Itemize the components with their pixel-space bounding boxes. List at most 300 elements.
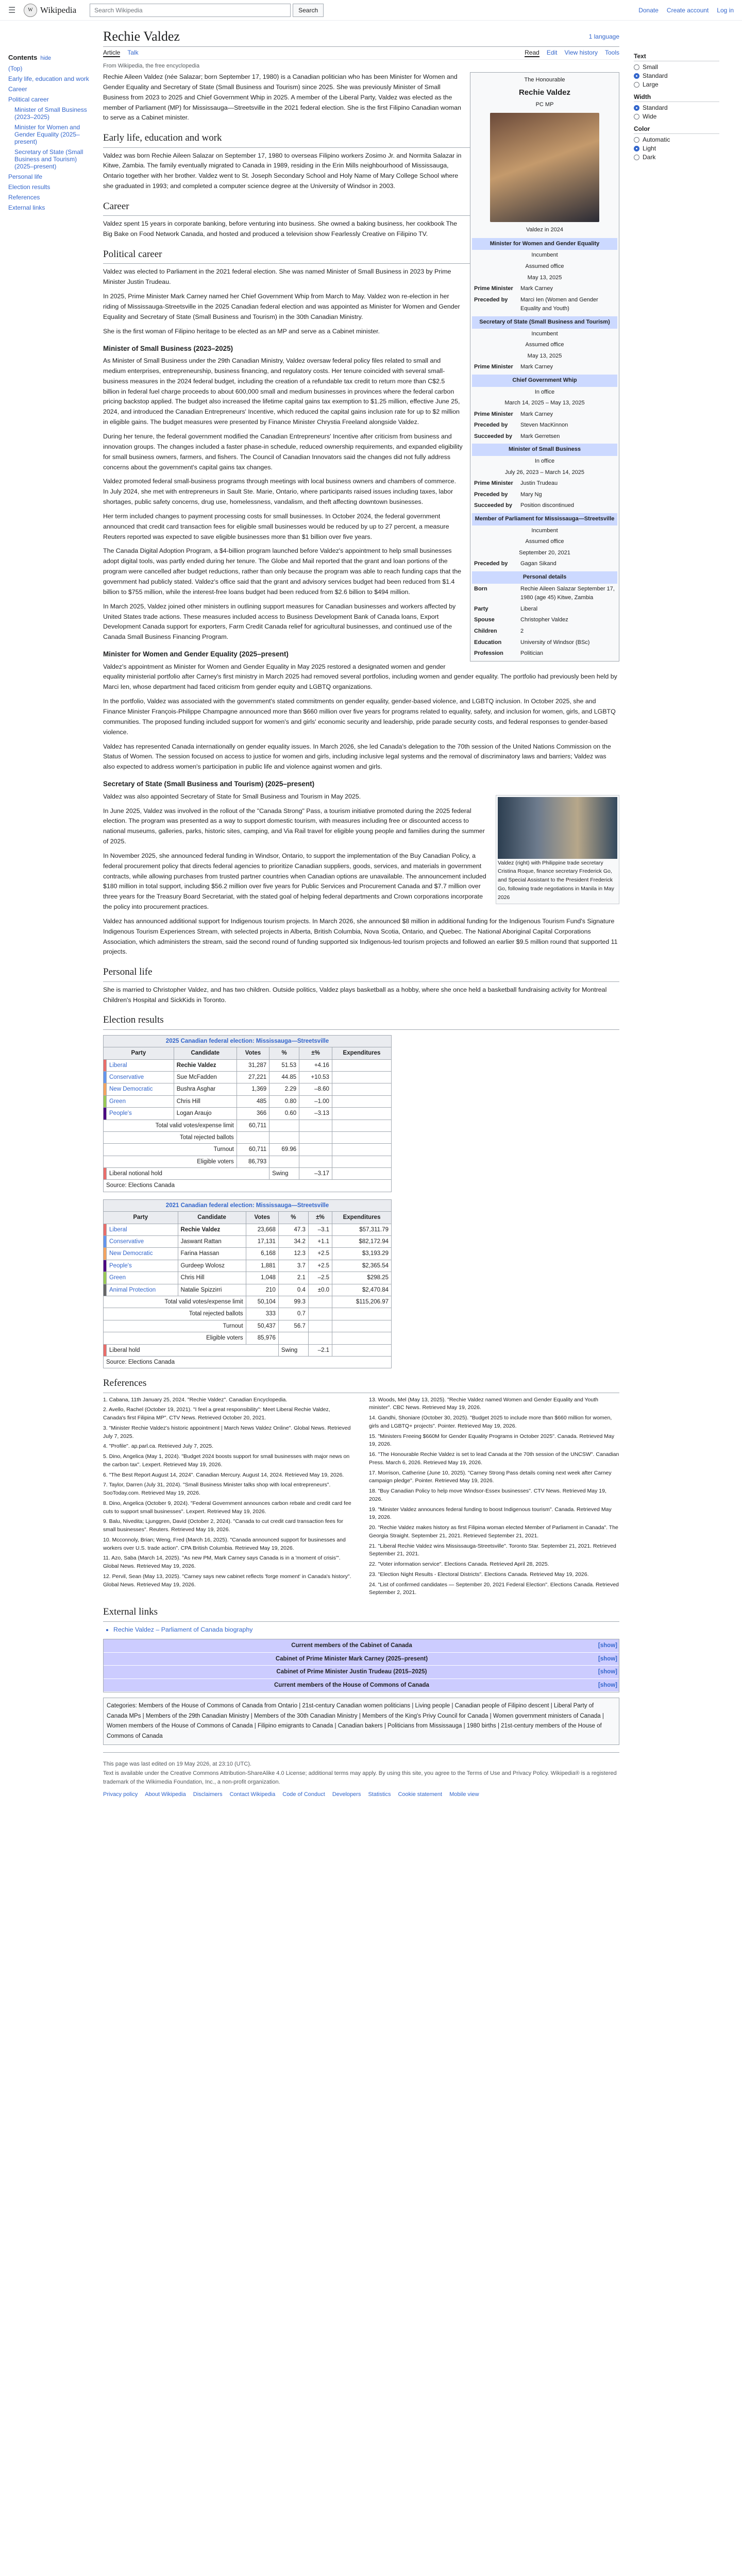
section-heading: Early life, education and work: [103, 130, 619, 147]
party-cell[interactable]: Liberal: [107, 1224, 178, 1235]
swing-label: Swing: [269, 1168, 299, 1180]
reference-item[interactable]: 19. "Minister Valdez announces federal funding to boost Indigenous tourism". Canada. Retrieved May 19, 2026.: [369, 1506, 612, 1521]
infobox-section-header[interactable]: Minister for Women and Gender Equality: [472, 238, 617, 250]
votes-cell: 210: [246, 1284, 278, 1296]
option-label: Automatic: [643, 136, 670, 143]
navbox-title[interactable]: [104, 1679, 619, 1692]
expenditure-cell: [332, 1083, 391, 1095]
totals-expenditure: [332, 1332, 392, 1344]
navbox-show-button[interactable]: [show]: [598, 1655, 617, 1662]
infobox-centered-value: Incumbent: [531, 252, 558, 259]
toc-item[interactable]: Minister of Small Business (2023–2025): [14, 106, 87, 121]
table-row: [104, 1095, 392, 1107]
empty-cell: [332, 1168, 391, 1180]
infobox-section-header[interactable]: Minister of Small Business: [472, 444, 617, 456]
tab-history[interactable]: View history: [564, 49, 598, 56]
empty-cell: [299, 1131, 332, 1143]
empty-cell: [299, 1120, 332, 1131]
change-cell: –1.00: [299, 1095, 332, 1107]
reference-item[interactable]: 24. "List of confirmed candidates — September 20, 2021 Federal Election". Elections Canada. Retrieved September 2, 2021.: [369, 1581, 619, 1596]
option-label: Light: [643, 145, 656, 152]
reference-item[interactable]: 18. "Buy Canadian Policy to help move Windsor-Essex businesses". CTV News. Retrieved May 19, 2026.: [369, 1488, 606, 1502]
toc-item[interactable]: References: [8, 194, 40, 201]
reference-item[interactable]: 1. Cabana, 11th January 25, 2024. "Rechie Valdez". Canadian Encyclopedia.: [103, 1396, 288, 1403]
color-dark-option[interactable]: [634, 154, 719, 161]
table-source[interactable]: Source: Elections Canada: [104, 1180, 392, 1192]
percent-cell: 0.80: [269, 1095, 299, 1107]
wikipedia-logo[interactable]: [24, 4, 76, 17]
paragraph: She is the first woman of Filipino heritage to be elected as an MP and serve as a Cabinet minister.: [103, 327, 380, 335]
radio-icon: [634, 64, 639, 70]
table-row: [104, 1272, 392, 1284]
text-large-option[interactable]: [634, 81, 719, 88]
footer-link[interactable]: Code of Conduct: [282, 1791, 325, 1798]
infobox-centered-value: September 20, 2021: [519, 549, 570, 556]
swing-value: –2.1: [308, 1344, 332, 1356]
percent-cell: 0.60: [269, 1108, 299, 1120]
reference-item[interactable]: 2. Avello, Rachel (October 19, 2021). "I feel a great responsibility": Meet Liberal Rechie Valdez, Canada's first Filipina MP". CTV News. Retrieved October 20, 2021.: [103, 1406, 330, 1421]
candidate-cell: Sue McFadden: [174, 1071, 237, 1083]
percent-cell: 44.85: [269, 1071, 299, 1083]
candidate-cell: Chris Hill: [178, 1272, 246, 1284]
percent-cell: 2.1: [278, 1272, 308, 1284]
toc-hide-button[interactable]: hide: [40, 55, 52, 61]
last-edited: This page was last edited on 19 May 2026, at 23:10 (UTC).: [103, 1761, 251, 1768]
totals-expenditure: [332, 1156, 391, 1167]
toc-item[interactable]: Political career: [8, 96, 49, 103]
votes-cell: 485: [237, 1095, 269, 1107]
infobox-value[interactable]: Steven MacKinnon: [520, 422, 568, 429]
color-automatic-option[interactable]: [634, 136, 719, 143]
header-cell: Candidate: [174, 1047, 237, 1059]
footer-link[interactable]: About Wikipedia: [145, 1791, 186, 1798]
party-cell[interactable]: New Democratic: [107, 1083, 174, 1095]
paragraph: Valdez promoted federal small-business programs through meetings with local business owners and chambers of commerce. In July 2024, she met with entrepreneurs in Sault Ste. Marie, Ontario, where participants raised issues including taxes, labor shortages, public safety concerns, drug use, homelessness, vandalism, and theft affecting downtown businesses.: [103, 478, 457, 506]
table-row: [104, 1248, 392, 1260]
percent-cell: 47.3: [278, 1224, 308, 1235]
reference-item[interactable]: 9. Balu, Nivedita; Ljunggren, David (October 2, 2024). "Canada to cut credit card transaction fees for small businesses". Reuters. Retrieved May 19, 2026.: [103, 1518, 343, 1533]
donate-link[interactable]: Donate: [638, 6, 659, 14]
infobox-row: [472, 489, 617, 501]
change-cell: –3.1: [308, 1224, 332, 1235]
swing-label: Swing: [278, 1344, 308, 1356]
width-heading: Width: [634, 93, 719, 102]
infobox-row: [472, 648, 617, 659]
trade-meeting-image[interactable]: [496, 795, 619, 904]
table-body: [104, 1224, 392, 1344]
empty-cell: [308, 1308, 332, 1320]
subsection-heading: Minister for Women and Gender Equality (2025–present): [103, 650, 289, 658]
table-header-row: [104, 1047, 392, 1059]
header-cell: ±%: [308, 1212, 332, 1224]
percent-cell: 0.4: [278, 1284, 308, 1296]
infobox-value[interactable]: Mary Ng: [520, 491, 542, 498]
party-cell[interactable]: Conservative: [107, 1071, 174, 1083]
totals-percent: 69.96: [269, 1144, 299, 1156]
radio-icon: [634, 114, 639, 120]
change-cell: +4.16: [299, 1059, 332, 1071]
image-caption: Valdez (right) with Philippine trade secretary Cristina Roque, finance secretary Frederick Go, and Special Assistant to the President Frederick Go, following trade negotiations in Manila in May 2026: [498, 859, 614, 901]
percent-cell: 34.2: [278, 1236, 308, 1248]
totals-expenditure: [332, 1320, 392, 1332]
change-cell: +2.5: [308, 1248, 332, 1260]
radio-selected-icon: [634, 105, 639, 111]
infobox-section-header[interactable]: Personal details: [472, 571, 617, 584]
totals-label: Turnout: [104, 1144, 237, 1156]
election-2021-table: [103, 1199, 392, 1368]
totals-row: [104, 1308, 392, 1320]
footer-link[interactable]: Disclaimers: [193, 1791, 223, 1798]
candidate-cell: Chris Hill: [174, 1095, 237, 1107]
search-input[interactable]: [90, 4, 291, 17]
infobox-row: [472, 584, 617, 604]
paragraph: Valdez has represented Canada internationally on gender equality issues. In March 2026, she led Canada's delegation to the 70th session of the United Nations Commission on the Status of Women. The session focused on access to justice for women and girls, including inclusive legal systems and the removal of discriminatory laws and barriers; Valdez was also expected to address women's participation in public life and violence against women and girls.: [103, 742, 611, 771]
footer-link[interactable]: Contact Wikipedia: [229, 1791, 276, 1798]
footer-link[interactable]: Cookie statement: [398, 1791, 443, 1798]
navbox-label: Cabinet of Prime Minister Justin Trudeau (2015–2025): [276, 1669, 427, 1675]
infobox-value[interactable]: Mark Carney: [520, 411, 553, 417]
candidate-cell: Farina Hassan: [178, 1248, 246, 1260]
page-title-text: Rechie Valdez: [103, 29, 180, 44]
reference-item[interactable]: 10. Mcconnoly, Brian; Weng, Fred (March 16, 2025). "Canada announced support for businesses and workers over U.S. trade action". CPA British Columbia. Retrieved May 19, 2026.: [103, 1536, 346, 1551]
totals-value: 60,711: [237, 1120, 269, 1131]
navbox-show-button[interactable]: [show]: [598, 1682, 617, 1688]
table-row: [104, 1071, 392, 1083]
change-cell: –8.60: [299, 1083, 332, 1095]
totals-row: [104, 1131, 392, 1143]
infobox-value[interactable]: Mark Carney: [520, 285, 553, 292]
page-title: [103, 21, 619, 47]
infobox-value[interactable]: Gagan Sikand: [520, 561, 556, 567]
table-row: [104, 1224, 392, 1235]
infobox-centered-value: May 13, 2025: [527, 274, 562, 281]
reference-item[interactable]: 8. Dino, Angelica (October 9, 2024). "Federal Government announces carbon rebate and credit card fee cuts to support small businesses". Lexpert. Retrieved May 19, 2026.: [103, 1500, 351, 1515]
toc-item[interactable]: Election results: [8, 183, 50, 191]
percent-cell: 51.53: [269, 1059, 299, 1071]
article-main: [96, 21, 627, 1807]
table-caption[interactable]: 2025 Canadian federal election: Mississauga—Streetsville: [104, 1035, 392, 1047]
empty-cell: [299, 1156, 332, 1167]
infobox-row: [472, 637, 617, 649]
infobox-centered-value: July 26, 2023 – March 14, 2025: [504, 469, 585, 476]
width-wide-option[interactable]: [634, 113, 719, 120]
intro-paragraph: Rechie Aileen Valdez (née Salazar; born September 17, 1980) is a Canadian politician who has been Minister for Women and Gender Equality and Secretary of State (Small Business and Tourism) since 2025. She was previously Minister of Small Business from 2023 to 2025 and Chief Government Whip in 2025. A member of the Liberal Party, Valdez was elected as the member of Parliament (MP) for Mississauga—Streetsville in the 2021 federal election. She is the first Filipino Canadian woman to serve as a Cabinet minister.: [103, 73, 461, 122]
reference-item[interactable]: 5. Dino, Angelica (May 1, 2024). "Budget 2024 boosts support for small businesses with major news on the carbon tax". Lexpert. Retrieved May 19, 2026.: [103, 1453, 350, 1468]
text-small-option[interactable]: [634, 63, 719, 71]
party-cell[interactable]: Animal Protection: [107, 1284, 178, 1296]
infobox-postnominals: PC MP: [535, 101, 554, 108]
toc-item[interactable]: Career: [8, 86, 27, 93]
navbox-title[interactable]: [104, 1639, 619, 1652]
toc-item[interactable]: (Top): [8, 65, 23, 72]
paragraph: Valdez was elected to Parliament in the 2021 federal election. She was named Minister of Small Business in 2023 by Prime Minister Justin Trudeau.: [103, 268, 451, 286]
subsection-heading: Secretary of State (Small Business and Tourism) (2025–present): [103, 780, 315, 788]
reference-item[interactable]: 7. Taylor, Darren (July 31, 2024). "Small Business Minister talks shop with local entrepreneurs". SooToday.com. Retrieved May 19, 2026.: [103, 1482, 331, 1497]
infobox: [470, 72, 619, 662]
percent-cell: 3.7: [278, 1260, 308, 1272]
infobox-value[interactable]: University of Windsor (BSc): [520, 639, 590, 646]
photo-caption: Valdez in 2024: [526, 227, 563, 233]
tab-edit[interactable]: Edit: [546, 49, 558, 56]
totals-value: 60,711: [237, 1144, 269, 1156]
infobox-row: [472, 420, 617, 431]
text-standard-option[interactable]: [634, 72, 719, 79]
color-light-option[interactable]: [634, 145, 719, 152]
tab-tools[interactable]: Tools: [604, 49, 619, 56]
navboxes: [103, 1639, 619, 1692]
search-placeholder: Search Wikipedia: [94, 6, 143, 14]
infobox-row: [472, 362, 617, 373]
election-2025-table: [103, 1035, 392, 1192]
subsection-heading: Minister of Small Business (2023–2025): [103, 344, 233, 352]
infobox-centered-value: Assumed office: [525, 342, 564, 348]
color-heading: Color: [634, 125, 719, 134]
infobox-section-header[interactable]: Member of Parliament for Mississauga—Streetsville: [472, 513, 617, 526]
login-link[interactable]: Log in: [717, 6, 734, 14]
radio-selected-icon: [634, 146, 639, 151]
external-link[interactable]: • Rechie Valdez – Parliament of Canada biography: [113, 1625, 619, 1635]
navbox-show-button[interactable]: [show]: [598, 1642, 617, 1649]
totals-expenditure: [332, 1144, 391, 1156]
footer-link[interactable]: Privacy policy: [103, 1791, 138, 1798]
navbox-show-button[interactable]: [show]: [598, 1669, 617, 1675]
reference-item[interactable]: 14. Gandhi, Shoniare (October 30, 2025). "Budget 2025 to include more than $660 million for women, girls and LGBTQ+ projects". Pointer. Retrieved May 19, 2026.: [369, 1415, 612, 1429]
totals-expenditure: [332, 1131, 391, 1143]
paragraph: In November 2025, she announced federal funding in Windsor, Ontario, to support the implementation of the Buy Canadian Policy, a federal procurement policy that directs federal agencies to prioritize Canadian suppliers, goods, services, and materials in government contracts, while allowing purchases from trusted partner countries when Canadian options are unavailable. The announcement included $180 million in total support, including $56.2 million over five years for Public Services and Procurement Canada and $7.7 million over three years for the Treasury Board Secretariat, with the stated goal of helping federal departments and Crown corporations incorporate the policy into procurement practices.: [103, 852, 486, 911]
party-cell[interactable]: Conservative: [107, 1236, 178, 1248]
infobox-value[interactable]: Justin Trudeau: [520, 480, 558, 487]
infobox-key: Prime Minister: [474, 480, 513, 487]
votes-cell: 366: [237, 1108, 269, 1120]
option-label: Standard: [643, 72, 668, 79]
section-heading: Political career: [103, 247, 619, 264]
change-cell: –3.13: [299, 1108, 332, 1120]
totals-row: [104, 1332, 392, 1344]
result-label: Liberal hold: [107, 1344, 279, 1356]
section-heading: Personal life: [103, 964, 619, 981]
site-header: [0, 0, 742, 21]
search-button[interactable]: Search: [293, 4, 324, 17]
infobox-honorific: The Honourable: [524, 77, 565, 83]
totals-value: 333: [246, 1308, 278, 1320]
page-footer: [103, 1752, 619, 1806]
votes-cell: 17,131: [246, 1236, 278, 1248]
trade-meeting-photo[interactable]: [498, 797, 617, 859]
infobox-key: Succeeded by: [474, 433, 512, 439]
reference-item[interactable]: 6. "The Best Report August 14, 2024". Canadian Mercury. August 14, 2024. Retrieved May 19, 2026.: [103, 1471, 344, 1478]
reference-item[interactable]: 15. "Ministers Freeing $660M for Gender Equality Programs in October 2025". Canada. Retrieved May 19, 2026.: [369, 1433, 615, 1448]
infobox-centered-value: Assumed office: [525, 538, 564, 545]
appearance-panel: [627, 21, 719, 1807]
option-label: Large: [643, 81, 659, 88]
language-selector[interactable]: 1 language: [588, 33, 619, 40]
totals-expenditure: [332, 1120, 391, 1131]
infobox-centered-value: Incumbent: [531, 330, 558, 337]
empty-cell: [332, 1344, 392, 1356]
infobox-key: Born: [474, 585, 487, 592]
footer-link[interactable]: Developers: [332, 1791, 361, 1798]
reference-item[interactable]: 3. "Minister Rechie Valdez's historic appointment | March News Valdez Online". Global News. Retrieved July 7, 2025.: [103, 1425, 351, 1439]
change-cell: –2.5: [308, 1272, 332, 1284]
empty-cell: [299, 1144, 332, 1156]
infobox-rows: [472, 238, 617, 659]
table-caption[interactable]: 2021 Canadian federal election: Mississauga—Streetsville: [104, 1199, 392, 1211]
navbox-title[interactable]: [104, 1666, 619, 1679]
change-cell: +2.5: [308, 1260, 332, 1272]
paragraph: Valdez was also appointed Secretary of State for Small Business and Tourism in May 2025.: [103, 792, 361, 800]
reference-item[interactable]: 11. Azo, Saba (March 14, 2025). "As new PM, Mark Carney says Canada is in a 'moment of crisis'". Global News. Retrieved May 19, 2026.: [103, 1555, 341, 1570]
party-cell[interactable]: People's: [107, 1260, 178, 1272]
party-cell[interactable]: New Democratic: [107, 1248, 178, 1260]
section-heading: Career: [103, 199, 619, 216]
tab-read[interactable]: Read: [525, 49, 539, 56]
header-cell: ±%: [299, 1047, 332, 1059]
header-links: [638, 7, 734, 14]
infobox-value[interactable]: Liberal: [520, 605, 538, 612]
expenditure-cell: $2,365.54: [332, 1260, 392, 1272]
paragraph: Valdez was born Rechie Aileen Salazar on September 17, 1980 to overseas Filipino workers Zosimo Jr. and Normita Salazar in Kitwe, Zambia. The family eventually migrated to Canada in 1989, residing in the Erin Mills neighbourhood of Mississauga, Ontario together with her brother. Valdez went to St. Joseph Secondary School and Holy Name of Mary College School where she graduated in 1993; and completed a computer science degree at the University of Windsor in 2003.: [103, 151, 462, 190]
party-cell[interactable]: Green: [107, 1095, 174, 1107]
infobox-key: Party: [474, 605, 488, 612]
table-source[interactable]: Source: Elections Canada: [104, 1356, 392, 1368]
paragraph: Valdez's appointment as Minister for Women and Gender Equality in May 2025 restored a designated women and gender equality ministerial portfolio after Carney's first ministry in March 2025 had removed several portfolios, including women and gender equality. The portfolio had previously been held by Marci Ien, whose department had faced criticism from gender equity and LGBTQ organizations.: [103, 663, 617, 691]
toc-title-text: Contents: [8, 54, 38, 61]
expenditure-cell: $82,172.94: [332, 1236, 392, 1248]
party-cell[interactable]: Liberal: [107, 1059, 174, 1071]
candidate-cell: Rechie Valdez: [174, 1059, 237, 1071]
infobox-key: Prime Minister: [474, 411, 513, 417]
totals-label: Turnout: [104, 1320, 246, 1332]
radio-icon: [634, 155, 639, 160]
candidate-cell: Logan Araujo: [174, 1108, 237, 1120]
infobox-value[interactable]: 2: [520, 628, 524, 634]
paragraph: As Minister of Small Business under the 29th Canadian Ministry, Valdez oversaw federal policy files related to small and medium enterprises, entrepreneurship, business financing, and regulatory costs. Her tenure coincided with several small-business measures in the 2024 federal budget, including the creation of a refundable tax credit to return more than C$2.5 billion in federal fuel charge proceeds to about 600,000 small and medium businesses in provinces where the federal carbon pricing backstop applied. The budget also increased the lifetime capital gains tax exemption to $1.25 million, effective June 25, 2024, and introduced the Canadian Entrepreneurs' Incentive, which reduced the capital gains inclusion rate for up to $2 million in eligible gains. The budget measures were presented by Finance Minister Chrystia Freeland alongside Valdez.: [103, 357, 460, 426]
paragraph: In June 2025, Valdez was involved in the rollout of the "Canada Strong" Pass, a tourism initiative promoted during the 2025 federal election. The program was presented as a way to support domestic tourism, with measures including free or discounted access to national museums, galleries, parks, historic sites, camping, and Via Rail travel for eligible young people and families during the summer of 2025.: [103, 807, 485, 845]
infobox-value[interactable]: Mark Carney: [520, 364, 553, 370]
page-tabs: [103, 47, 619, 60]
party-cell[interactable]: People's: [107, 1108, 174, 1120]
votes-cell: 1,369: [237, 1083, 269, 1095]
option-label: Dark: [643, 154, 656, 161]
totals-label: Eligible voters: [104, 1156, 237, 1167]
votes-cell: 23,668: [246, 1224, 278, 1235]
totals-row: [104, 1144, 392, 1156]
infobox-value[interactable]: Christopher Valdez: [520, 617, 568, 623]
infobox-row: [472, 478, 617, 489]
section-heading: External links: [103, 1604, 619, 1621]
totals-percent: 0.7: [278, 1308, 308, 1320]
infobox-centered-value: May 13, 2025: [527, 352, 562, 359]
votes-cell: 1,881: [246, 1260, 278, 1272]
reference-item[interactable]: 20. "Rechie Valdez makes history as first Filipina woman elected Member of Parliament in Canada". The Georgia Straight. September 21, 2021. Retrieved September 21, 2021.: [369, 1524, 618, 1539]
infobox-key: Spouse: [474, 617, 495, 623]
reference-item[interactable]: 17. Morrison, Catherine (June 10, 2025). "Carney Strong Pass details coming next week after Carney campaign pledge". Pointer. Retrieved May 19, 2026.: [369, 1469, 612, 1484]
paragraph: In 2025, Prime Minister Mark Carney named her Chief Government Whip from March to May. Valdez won re-election in her riding of Mississauga-Streetsville in the 2025 Canadian federal election and was appointed as Minister for Women and Gender Equality and Secretary of State (Small Business and Tourism) in the 30th Canadian Ministry.: [103, 293, 460, 320]
infobox-row: [472, 604, 617, 615]
change-cell: +1.1: [308, 1236, 332, 1248]
toc-item[interactable]: Early life, education and work: [8, 75, 89, 82]
totals-expenditure: $115,206.97: [332, 1296, 392, 1308]
reference-item[interactable]: 13. Woods, Mel (May 13, 2025). "Rechie Valdez named Women and Gender Equality and Youth minister". CBC News. Retrieved May 19, 2026.: [369, 1396, 598, 1411]
totals-value: 50,104: [246, 1296, 278, 1308]
tab-talk[interactable]: Talk: [127, 49, 139, 56]
totals-percent: [269, 1131, 299, 1143]
infobox-row: [472, 626, 617, 637]
totals-percent: [269, 1156, 299, 1167]
paragraph: Valdez has announced additional support for Indigenous tourism projects. In March 2026, she announced $8 million in additional funding for the Indigenous Tourism Fund's Signature Indigenous Tourism Experiences Stream, with selected projects in Alberta, British Columbia, Nova Scotia, Ontario, and Quebec. The National Aboriginal Capital Corporations Association, which administers the stream, said the second round of funding supported six Indigenous-led tourism projects and followed an earlier $9.5 million round that supported 11 projects.: [103, 917, 618, 956]
infobox-name: Rechie Valdez: [518, 88, 571, 97]
radio-selected-icon: [634, 73, 639, 79]
toc-item[interactable]: Minister for Women and Gender Equality (2025–present): [14, 124, 80, 145]
party-cell[interactable]: Green: [107, 1272, 178, 1284]
header-cell: %: [269, 1047, 299, 1059]
menu-icon[interactable]: ☰: [8, 6, 16, 15]
references-list: [103, 1396, 619, 1598]
paragraph: During her tenure, the federal government modified the Canadian Entrepreneurs' Incentive after criticism from business and innovation groups. The changes included a faster phase-in schedule, reduced ownership requirements, and expanded eligibility for small business owners, farmers, and fishers. The Council of Canadian Innovators said the changes did not fully address concerns about the government's capital gains tax changes.: [103, 433, 463, 471]
reference-item[interactable]: 16. "The Honourable Rechie Valdez is set to lead Canada at the 70th session of the UNCSW". Canadian Press. March 6, 2026. Retrieved May 19, 2026.: [369, 1451, 619, 1466]
totals-label: Total valid votes/expense limit: [104, 1120, 237, 1131]
totals-percent: [278, 1332, 308, 1344]
reference-item[interactable]: 12. Pervil, Sean (May 13, 2025). "Carney says new cabinet reflects 'forge moment' in Canada's history". Global News. Retrieved May 19, 2026.: [103, 1573, 351, 1588]
candidate-cell: Bushra Asghar: [174, 1083, 237, 1095]
navbox-title[interactable]: [104, 1653, 619, 1666]
votes-cell: 31,287: [237, 1059, 269, 1071]
create-account-link[interactable]: Create account: [666, 6, 709, 14]
width-standard-option[interactable]: [634, 104, 719, 111]
reference-item[interactable]: 4. "Profile". ap.parl.ca. Retrieved July 7, 2025.: [103, 1443, 214, 1450]
candidate-cell: Gurdeep Wolosz: [178, 1260, 246, 1272]
reference-item[interactable]: 21. "Liberal Rechie Valdez wins Mississauga-Streetsville". Toronto Star. September 21, 2021. Retrieved September 21, 2021.: [369, 1543, 616, 1557]
table-row: [104, 1236, 392, 1248]
infobox-section-header[interactable]: Chief Government Whip: [472, 375, 617, 387]
categories-box[interactable]: Categories: Members of the House of Commons of Canada from Ontario | 21st-century Canadian women politicians | Living people | Canadian people of Filipino descent | Liberal Party of Canada MPs | Members of the 29th Canadian Ministry | Members of the 30th Canadian Ministry | Members of the King's Privy Council for Canada | Women government ministers of Canada | Women members of the House of Commons of Canada | Filipino emigrants to Canada | Canadian bakers | Politicians from Mississauga | 1980 births | 21st-century members of the House of Commons of Canada: [103, 1698, 619, 1745]
header-cell: %: [278, 1212, 308, 1224]
infobox-value[interactable]: Rechie Aileen Salazar September 17, 1980 (age 45) Kitwe, Zambia: [520, 585, 615, 601]
portrait-photo[interactable]: [490, 113, 599, 222]
infobox-value[interactable]: Position discontinued: [520, 502, 574, 509]
infobox-centered-value: Incumbent: [531, 527, 558, 534]
table-header-row: [104, 1212, 392, 1224]
toc-item[interactable]: External links: [8, 204, 45, 211]
footer-link[interactable]: Statistics: [368, 1791, 391, 1798]
globe-icon: W: [24, 4, 37, 17]
toc-item[interactable]: Personal life: [8, 173, 43, 180]
infobox-value[interactable]: Politician: [520, 650, 544, 657]
expenditure-cell: [332, 1108, 391, 1120]
totals-percent: [269, 1120, 299, 1131]
infobox-centered-value: March 14, 2025 – May 13, 2025: [504, 400, 585, 406]
header-cell: Party: [104, 1047, 174, 1059]
infobox-value[interactable]: Mark Gerretsen: [520, 433, 560, 439]
header-cell: Party: [104, 1212, 178, 1224]
toc-item[interactable]: Secretary of State (Small Business and Tourism) (2025–present): [14, 148, 83, 170]
infobox-section-header[interactable]: Secretary of State (Small Business and Tourism): [472, 316, 617, 329]
candidate-cell: Natalie Spizzirri: [178, 1284, 246, 1296]
expenditure-cell: $298.25: [332, 1272, 392, 1284]
tab-article[interactable]: Article: [103, 49, 121, 56]
infobox-value[interactable]: Marci Ien (Women and Gender Equality and Youth): [520, 296, 598, 312]
footer-link[interactable]: Mobile view: [449, 1791, 479, 1798]
totals-label: Total valid votes/expense limit: [104, 1296, 246, 1308]
section-heading: Election results: [103, 1012, 619, 1029]
article-body: [103, 72, 619, 1745]
reference-item[interactable]: 23. "Election Night Results - Electoral Districts". Elections Canada. Retrieved May 19, 2026.: [369, 1571, 589, 1578]
reference-item[interactable]: 22. "Voter information service". Elections Canada. Retrieved April 28, 2025.: [369, 1561, 549, 1568]
paragraph: In the portfolio, Valdez was associated with the government's stated commitments on gender equality, gender-based violence, and LGBTQ inclusion. In October 2025, she and Finance Minister François-Philippe Champagne announced more than $660 million over five years for programs related to equality, safety, and inclusion for women, girls, and LGBTQ communities. The proposed funding included support for women's and girls' economic security and leadership, pride parade security costs, and federal responses to gender-based violence.: [103, 698, 616, 736]
option-label: Small: [643, 63, 659, 71]
infobox-key: Succeeded by: [474, 502, 512, 509]
table-row: [104, 1284, 392, 1296]
